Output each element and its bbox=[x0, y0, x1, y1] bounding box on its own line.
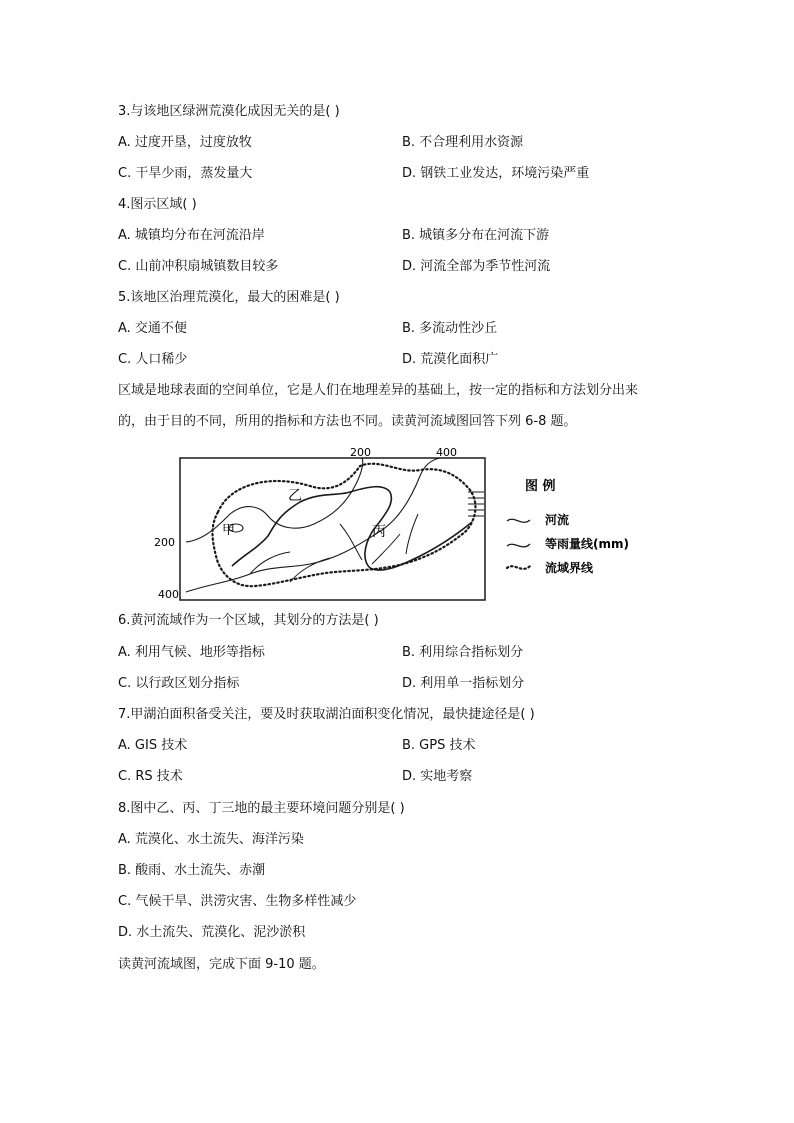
q6-option-a[interactable]: A. 利用气候、地形等指标 bbox=[118, 645, 265, 660]
q6-option-d[interactable]: D. 利用单一指标划分 bbox=[402, 676, 525, 691]
footer-instruction: 读黄河流域图，完成下面 9-10 题。 bbox=[118, 957, 325, 972]
q8-option-c[interactable]: C. 气候干旱、洪涝灾害、生物多样性减少 bbox=[118, 894, 357, 909]
q8-option-b[interactable]: B. 酸雨、水土流失、赤潮 bbox=[118, 863, 266, 878]
contour-label-400-left: 400 bbox=[158, 588, 179, 601]
contour-label-200-top: 200 bbox=[350, 446, 371, 459]
basin-boundary bbox=[213, 464, 476, 586]
place-label-jia: 甲 bbox=[222, 523, 236, 538]
q5-option-d[interactable]: D. 荒漠化面积广 bbox=[402, 352, 499, 367]
tributary-1 bbox=[250, 552, 290, 574]
legend-isohyet-symbol bbox=[507, 544, 530, 547]
legend-boundary-label: 流域界线 bbox=[545, 561, 594, 575]
legend-river-symbol bbox=[507, 519, 530, 522]
place-label-bing: 丙 bbox=[372, 524, 386, 540]
q6-option-c[interactable]: C. 以行政区划分指标 bbox=[118, 676, 240, 691]
contour-label-200-left: 200 bbox=[154, 536, 175, 549]
yellow-river-main bbox=[232, 487, 472, 570]
q4-stem: 4.图示区域( ) bbox=[118, 197, 197, 212]
q3-stem: 3.与该地区绿洲荒漠化成因无关的是( ) bbox=[118, 104, 340, 119]
q7-stem: 7.甲湖泊面积备受关注，要及时获取湖泊面积变化情况，最快捷途径是( ) bbox=[118, 707, 535, 722]
q8-stem: 8.图中乙、丙、丁三地的最主要环境问题分别是( ) bbox=[118, 801, 405, 816]
legend-boundary-symbol bbox=[507, 566, 530, 569]
q7-option-d[interactable]: D. 实地考察 bbox=[402, 769, 473, 784]
q4-option-a[interactable]: A. 城镇均分布在河流沿岸 bbox=[118, 228, 265, 243]
q3-option-d[interactable]: D. 钢铁工业发达，环境污染严重 bbox=[402, 166, 590, 181]
q7-option-a[interactable]: A. GIS 技术 bbox=[118, 738, 188, 753]
q3-option-b[interactable]: B. 不合理利用水资源 bbox=[402, 135, 524, 150]
q5-option-a[interactable]: A. 交通不便 bbox=[118, 321, 187, 336]
intro-line-2: 的，由于目的不同，所用的指标和方法也不同。读黄河流域图回答下列 6-8 题。 bbox=[118, 414, 577, 429]
q8-option-a[interactable]: A. 荒漠化、水土流失、海洋污染 bbox=[118, 832, 304, 847]
q6-stem: 6.黄河流域作为一个区域，其划分的方法是( ) bbox=[118, 613, 379, 628]
q5-stem: 5.该地区治理荒漠化，最大的困难是( ) bbox=[118, 290, 340, 305]
contour-label-400-top: 400 bbox=[436, 446, 457, 459]
place-label-yi: 乙 bbox=[288, 488, 302, 504]
tributary-4 bbox=[406, 514, 418, 554]
intro-line-1: 区域是地球表面的空间单位，它是人们在地理差异的基础上，按一定的指标和方法划分出来 bbox=[118, 383, 639, 398]
q5-option-c[interactable]: C. 人口稀少 bbox=[118, 352, 188, 367]
q4-option-d[interactable]: D. 河流全部为季节性河流 bbox=[402, 259, 551, 274]
q4-option-c[interactable]: C. 山前冲积扇城镇数目较多 bbox=[118, 259, 279, 274]
legend-title: 图 例 bbox=[525, 479, 556, 494]
legend-river-label: 河流 bbox=[545, 513, 570, 527]
q6-option-b[interactable]: B. 利用综合指标划分 bbox=[402, 645, 524, 660]
q7-option-c[interactable]: C. RS 技术 bbox=[118, 769, 183, 784]
q5-option-b[interactable]: B. 多流动性沙丘 bbox=[402, 321, 498, 336]
yellow-river-basin-map bbox=[150, 444, 629, 604]
legend-isohyet-label: 等雨量线(mm) bbox=[545, 537, 629, 551]
q3-option-c[interactable]: C. 干旱少雨，蒸发量大 bbox=[118, 166, 253, 181]
q3-option-a[interactable]: A. 过度开垦，过度放牧 bbox=[118, 135, 252, 150]
q8-option-d[interactable]: D. 水土流失、荒漠化、泥沙淤积 bbox=[118, 925, 306, 940]
q7-option-b[interactable]: B. GPS 技术 bbox=[402, 738, 476, 753]
q4-option-b[interactable]: B. 城镇多分布在河流下游 bbox=[402, 228, 550, 243]
tributary-2 bbox=[340, 524, 362, 560]
